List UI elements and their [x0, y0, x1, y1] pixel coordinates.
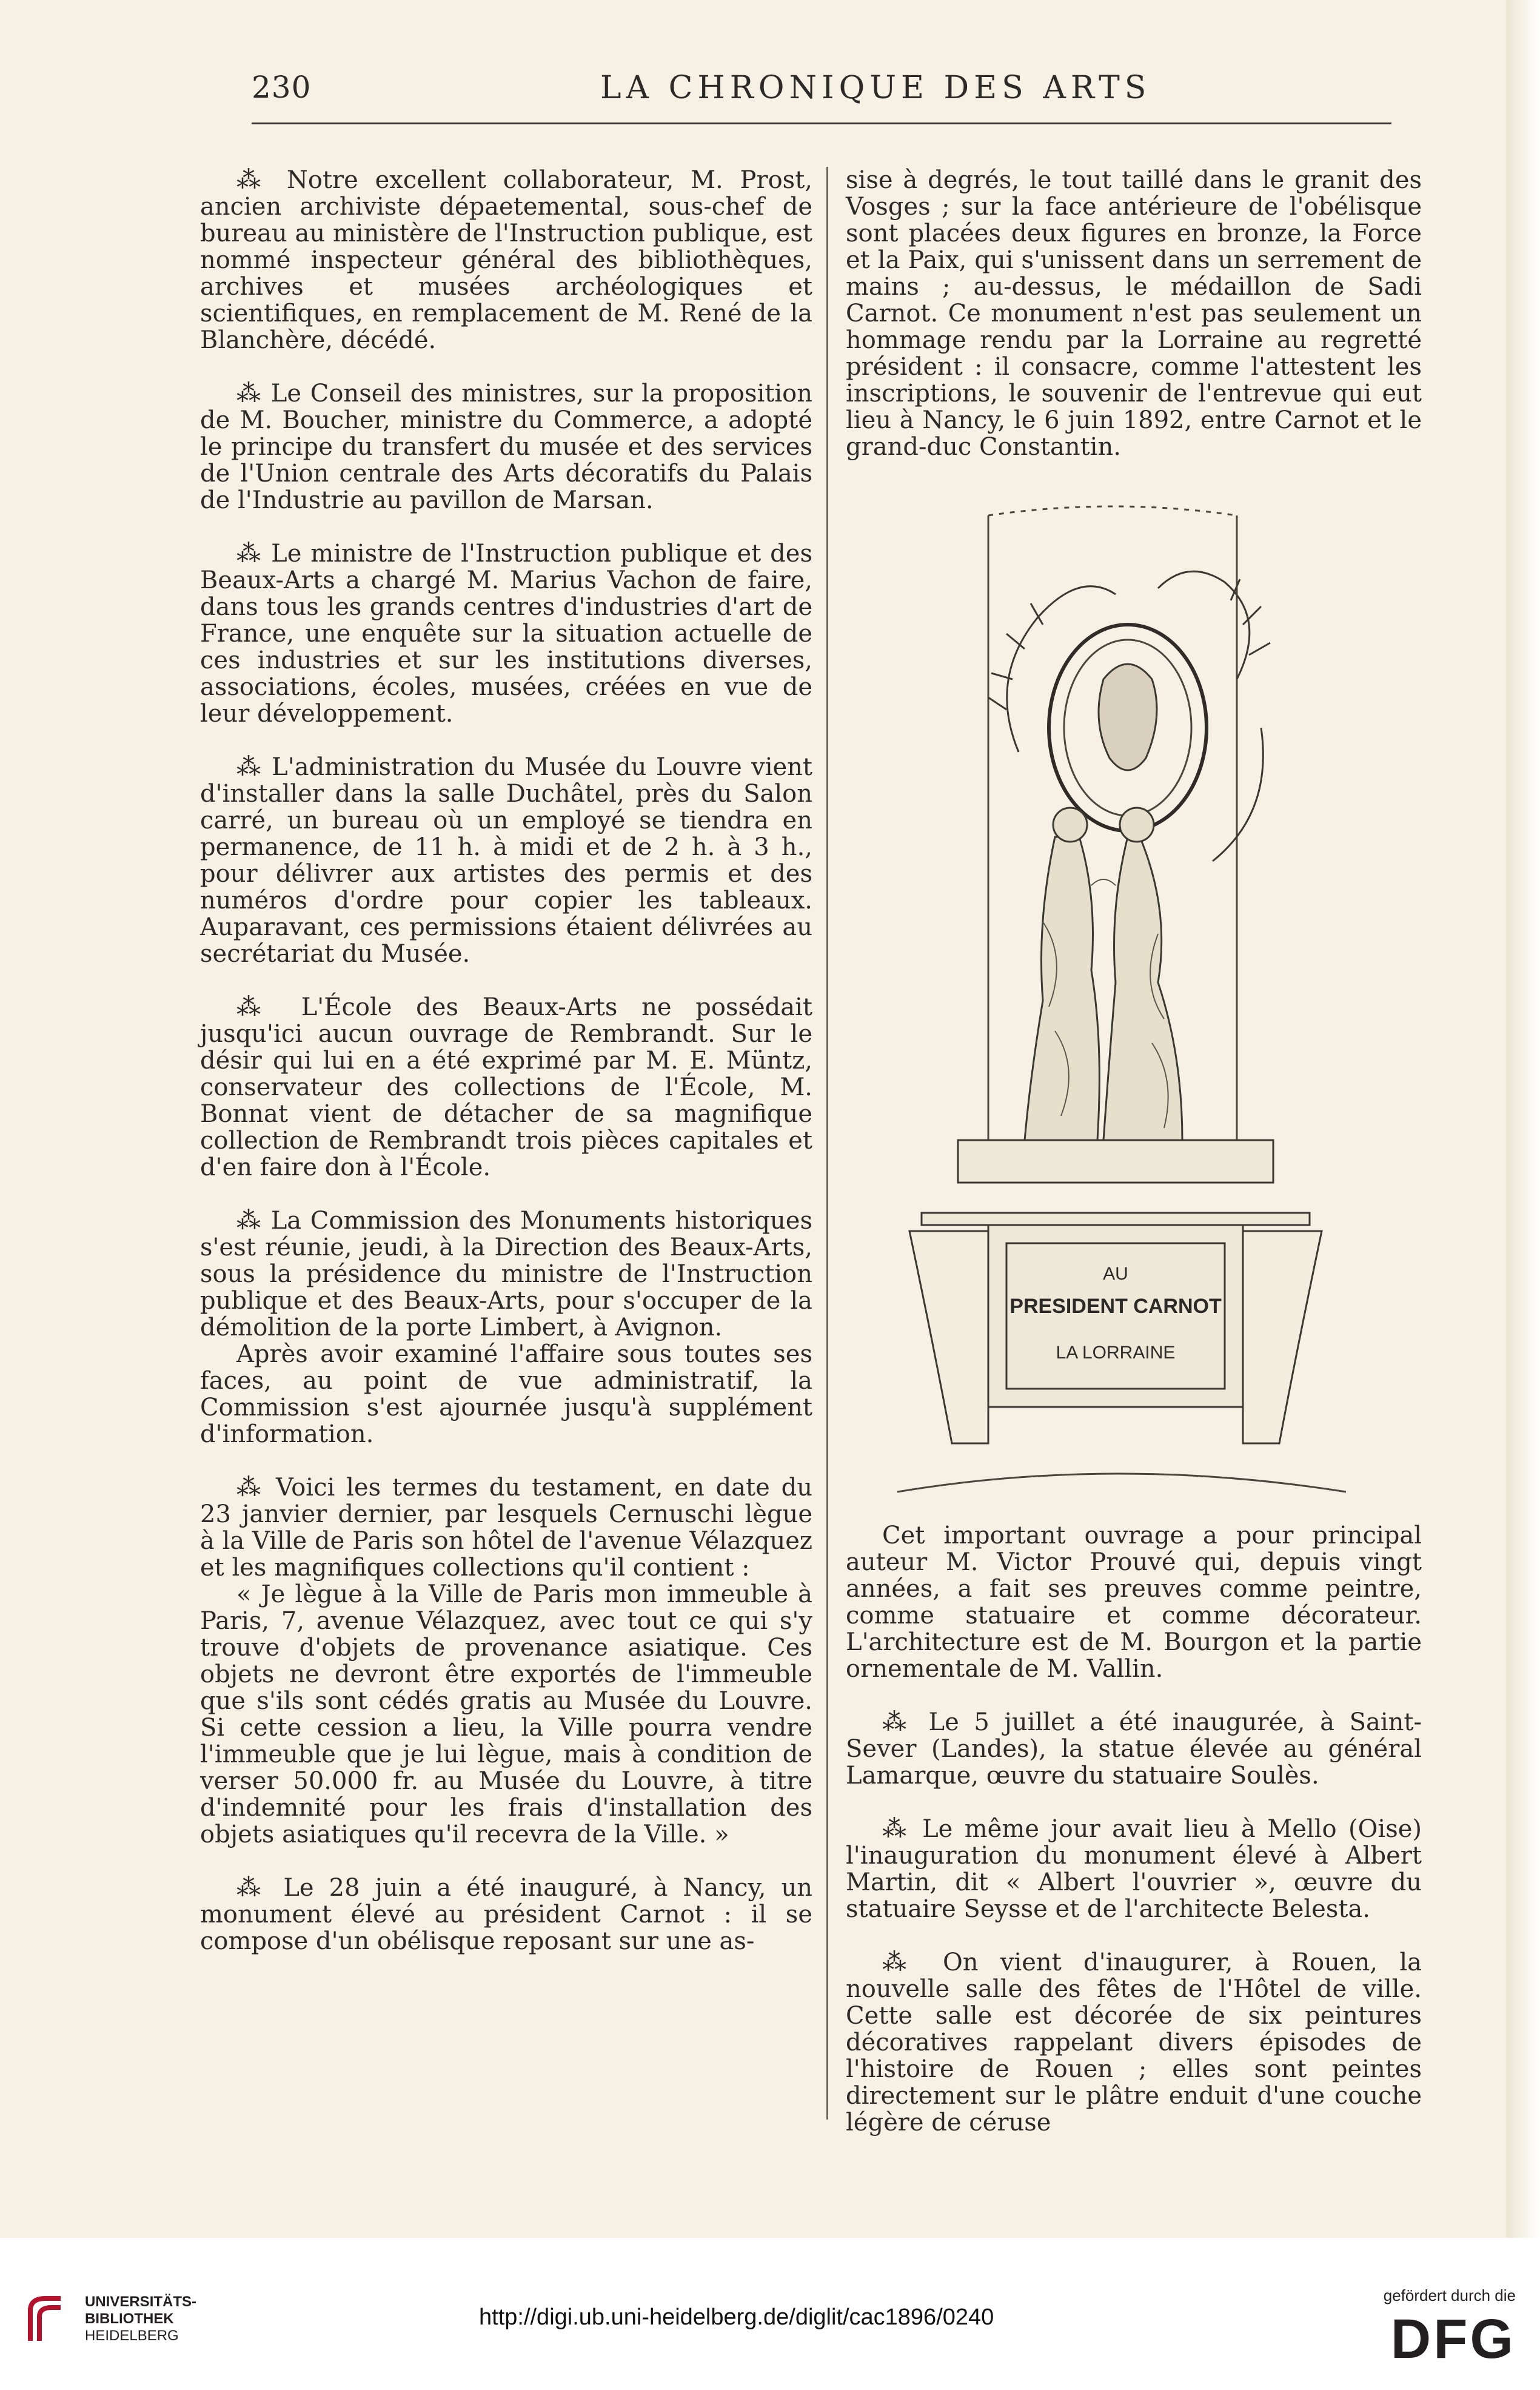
library-line-1: UNIVERSITÄTS- [85, 2294, 197, 2310]
dfg-logo: DFG [1390, 2308, 1516, 2370]
paragraph-rembrandt: ⁂ L'École des Beaux-Arts ne possédait jusqu'ici aucun ouvrage de Rembrandt. Sur le désir qui lui en a été exprimé par M. E. Müntz, conservateur des collections de l'École, M. Bonnat vient de détacher de sa magnifique collection de Rembrandt trois pièces capitales et d'en faire don à l'École. [200, 993, 812, 1181]
left-column [200, 167, 812, 1981]
paragraph-conseil: ⁂ Le Conseil des ministres, sur la proposition de M. Boucher, ministre du Commerce, a adopté le principe du transfert du musée et des services de l'Union centrale des Arts décoratifs du Palais de l'Industrie au pavillon de Marsan. [200, 380, 812, 514]
right-column-top [846, 167, 1422, 487]
column-divider [826, 167, 828, 2120]
viewer-footer [0, 2238, 1540, 2390]
library-name [85, 2294, 196, 2345]
paragraph-albert-martin: ⁂ Le même jour avait lieu à Mello (Oise) l'inauguration du monument élevé à Albert Martin, dit « Albert l'ouvrier », œuvre du statuaire Seysse et de l'architecte Belesta. [846, 1815, 1422, 1923]
paragraph-prost: ⁂ Notre excellent collaborateur, M. Prost, ancien archiviste dépaetemental, sous-chef de bureau au ministère de l'Instruction publique, est nommé inspecteur général des bibliothèques, archives et musées archéologiques et scientifiques, en remplacement de M. René de la Blanchère, décédé. [200, 166, 812, 354]
library-line-3: HEIDELBERG [85, 2328, 179, 2344]
page-number: 230 [252, 70, 312, 105]
permalink-url[interactable]: http://digi.ub.uni-heidelberg.de/diglit/cac1896/0240 [479, 2304, 994, 2330]
page-header [252, 70, 1391, 112]
paragraph-testament-quote: « Je lègue à la Ville de Paris mon immeuble à Paris, 7, avenue Vélazquez, avec tout ce qui s'y trouve d'objets de provenance asiatique. Ces objets ne devront être exportés de l'immeuble que s'ils sont cédés gratis au Musée du Louvre. Si cette cession a lieu, la Ville pourra vendre l'immeuble que je lui lègue, mais à condition de verser 50.000 fr. au Musée du Louvre, à titre d'indemnité pour les frais d'installation des objets asiatiques qu'il recevra de la Ville. » [200, 1580, 812, 1848]
library-line-2: BIBLIOTHEK [85, 2311, 174, 2327]
paragraph-carnot-monument: ⁂ Le 28 juin a été inauguré, à Nancy, un monument élevé au président Carnot : il se compose d'un obélisque reposant sur une as- [200, 1874, 812, 1955]
inscription-au: AU [1103, 1264, 1128, 1284]
paragraph-prouve: Cet important ouvrage a pour principal auteur M. Victor Prouvé qui, depuis vingt années, a fait ses preuves comme peintre, comme statuaire et comme décorateur. L'architecture est de M. Bourgon et la partie ornementale de M. Vallin. [846, 1522, 1422, 1683]
sponsor [1383, 2286, 1516, 2370]
inscription-president: PRESIDENT CARNOT [1009, 1295, 1222, 1318]
paragraph-rouen: ⁂ On vient d'inaugurer, à Rouen, la nouvelle salle des fêtes de l'Hôtel de ville. Cette salle est décorée de six peintures décoratives rappelant divers épisodes de l'histoire de Rouen ; elles sont peintes directement sur le plâtre enduit d'une couche légère de céruse [846, 1949, 1422, 2137]
running-title: LA CHRONIQUE DES ARTS [600, 70, 1151, 106]
paragraph-obelisque: sise à degrés, le tout taillé dans le granit des Vosges ; sur la face antérieure de l'obélisque sont placées deux figures en bronze, la Force et la Paix, qui s'unissent dans un serrement de mains ; au-dessus, le médaillon de Sadi Carnot. Ce monument n'est pas seulement un hommage rendu par la Lorraine au regretté président : il consacre, comme l'attestent les inscriptions, le souvenir de l'entrevue qui eut lieu à Nancy, le 6 juin 1892, entre Carnot et le grand-duc Constantin. [846, 166, 1422, 461]
right-column-bottom [846, 1522, 1422, 2163]
paragraph-commission-cont: Après avoir examiné l'affaire sous toutes ses faces, au point de vue administratif, la Commission s'est ajournée jusqu'à supplément d'information. [200, 1340, 812, 1448]
page-edge [1506, 0, 1540, 2238]
inscription-lorraine: LA LORRAINE [1056, 1343, 1176, 1363]
library-logo-icon [24, 2292, 67, 2347]
paragraph-lamarque: ⁂ Le 5 juillet a été inaugurée, à Saint-Sever (Landes), la statue élevée au général Lamarque, œuvre du statuaire Soulès. [846, 1708, 1422, 1790]
paragraph-vachon: ⁂ Le ministre de l'Instruction publique et des Beaux-Arts a chargé M. Marius Vachon de faire, dans tous les grands centres d'industries d'art de France, une enquête sur la situation actuelle de ces industries et sur les institutions diverses, associations, écoles, musées, créées en vue de leur développement. [200, 540, 812, 728]
paragraph-cernuschi: ⁂ Voici les termes du testament, en date du 23 janvier dernier, par lesquels Cernuschi lègue à la Ville de Paris son hôtel de l'avenue Vélazquez et les magnifiques collections qu'il contient : [200, 1474, 812, 1582]
paragraph-commission: ⁂ La Commission des Monuments historiques s'est réunie, jeudi, à la Direction des Beaux-Arts, sous la présidence du ministre de l'Instruction publique et des Beaux-Arts, pour s'occuper de la démolition de la porte Limbert, à Avignon. [200, 1207, 812, 1341]
sponsor-note: gefördert durch die [1383, 2286, 1516, 2304]
carnot-monument-illustration [897, 497, 1370, 1522]
paragraph-louvre: ⁂ L'administration du Musée du Louvre vient d'installer dans la salle Duchâtel, près du Salon carré, un bureau où un employé se tiendra en permanence, de 11 h. à midi et de 2 h. à 3 h., pour délivrer aux artistes des permis et des numéros d'ordre pour copier les tableaux. Auparavant, ces permissions étaient délivrées au secrétariat du Musée. [200, 753, 812, 968]
header-rule [252, 123, 1391, 124]
